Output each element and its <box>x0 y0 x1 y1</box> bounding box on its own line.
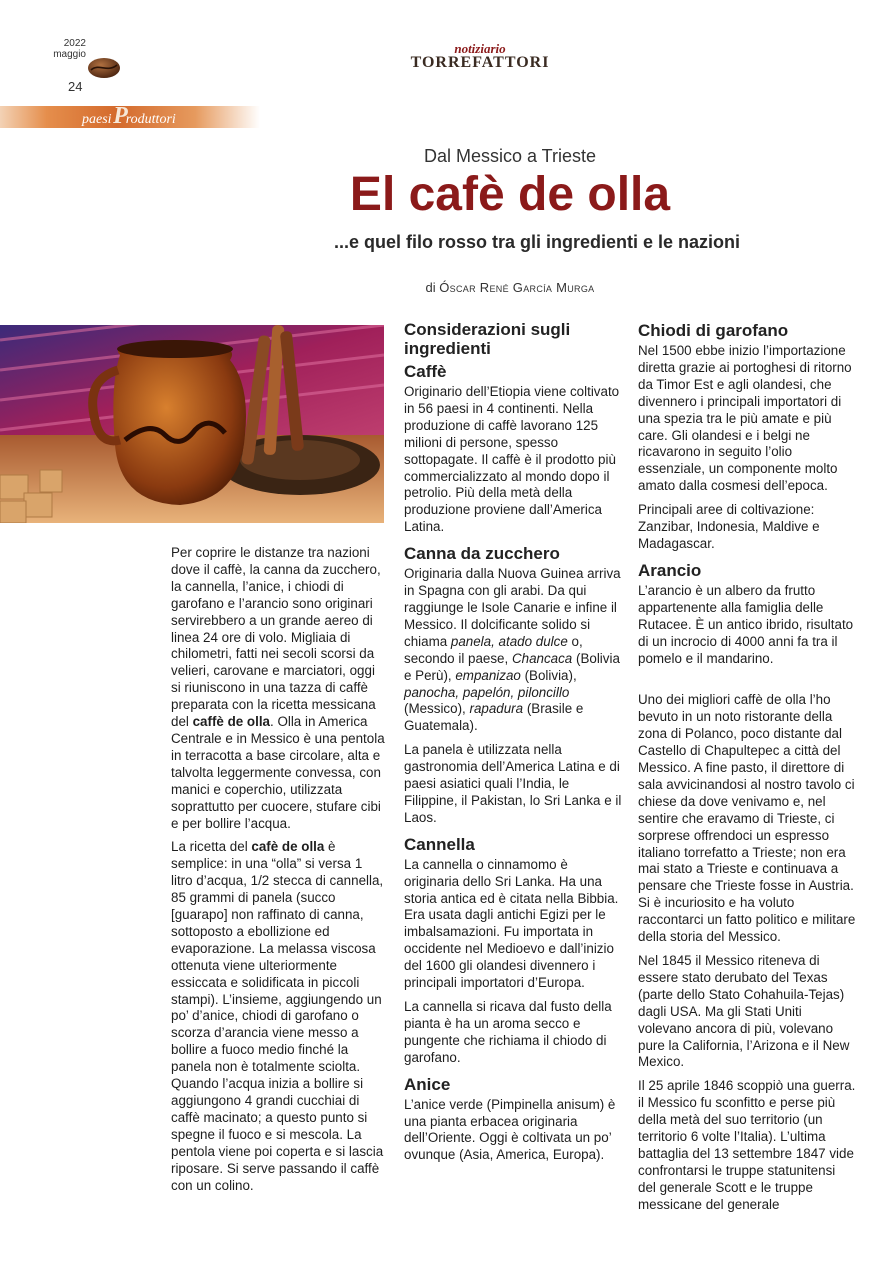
article-title: El cafè de olla <box>349 168 671 221</box>
caffe-heading: Caffè <box>404 362 447 381</box>
canna-text-e: (Messico), <box>404 701 470 717</box>
article-kicker: Dal Messico a Trieste <box>423 146 597 166</box>
chiodi-heading: Chiodi di garofano <box>638 321 789 340</box>
anice-paragraph: L’anice verde (Pimpinella anisum) è una pianta erbacea originaria dell’Oriente. Oggi è coltivata un po’ ovunque (Asia, America, Europa). <box>404 1096 616 1163</box>
intro-paragraph <box>171 545 387 832</box>
story-paragraph-1: Uno dei migliori caffè de olla l’ho bevuto in un noto ristorante della zona di Polanco, poco distante dal Castello di Chapultepec a città del Messico. A fine pasto, il direttore di sala avvicinandosi al nostro tavolo ci chiese da dove venivamo e, nel sentire che eravamo di Trieste, ci sorprese offrendoci un espresso italiano torrefatto a Trieste; non era mai stato a Trieste e continuava a pensare che Trieste fosse in Austria. Si è incuriosito e ha voluto raccontarci un fatto politico e militare della storia del Messico. <box>638 692 856 945</box>
arancio-paragraph: L’arancio è un albero da frutto appartenente alla famiglia delle Rutacee. È un antico ibrido, risultato di un incrocio di 4000 anni fa tra il pomelo e il mandarino. <box>638 582 854 666</box>
anice-heading: Anice <box>404 1074 451 1094</box>
section-label <box>82 104 176 132</box>
arancio-heading: Arancio <box>638 560 702 580</box>
magazine-logo-bottom: TORREFATTORI <box>410 54 550 71</box>
recipe-text-b: è semplice: in una “olla” si versa 1 litro d’acqua, 1/2 stecca di cannella, 85 grammi di panela (succo [guarapo] non raffinato di canna, sottoposto a ebollizione ed evaporazione. La melassa viscosa ottenuta viene ulteriormente essiccata e solidificata in piccoli stampi). L’insieme, aggiungendo un po’ d’anice, chiodi di garofano o scorza d’arancia viene messo a bollire a fuoco medio finché la panela non è totalmente sciolta. Quando l’acqua inizia a bollire si aggiungono 4 grandi cucchiai di caffè macinato; a questo punto si spegne il fuoco e si mescola. La pentola viene poi coperta e si lascia riposare. Si serve passando il caffè con un colino. <box>171 839 384 1193</box>
section-label-b: roduttori <box>125 112 176 127</box>
issue-month: maggio <box>53 49 86 60</box>
section-label-initial: P <box>113 103 128 129</box>
intro-bold: caffè de olla <box>192 714 270 730</box>
cafe-de-olla-photo <box>0 325 384 523</box>
magazine-logo <box>380 42 580 71</box>
article-subtitle: ...e quel filo rosso tra gli ingredienti e le nazioni <box>333 232 741 252</box>
coffee-bean-icon <box>86 55 122 81</box>
page-number: 24 <box>68 79 83 94</box>
recipe-bold: cafè de olla <box>251 839 325 855</box>
byline-author: Óscar René García Murga <box>439 280 595 295</box>
cannella-paragraph-1: La cannella o cinnamomo è originaria dello Sri Lanka. Ha una storia antica ed è citata nella Bibbia. Era usata dagli antichi Egizi per le imbalsamazioni. Fu importata in occidente nel Medioevo e dall’inizio del 1600 gli olandesi divennero i principali importatori d’Europa. <box>404 856 619 991</box>
canna-text-b: o, secondo il paese, <box>404 633 583 666</box>
canna-text-f: (Brasile e Guatemala). <box>404 701 584 734</box>
intro-text-a: Per coprire le distanze tra nazioni dove il caffè, la canna da zucchero, la cannella, l’anice, i chiodi di garofano e l’arancio sono originari servirebbero a un grande aereo di linea 24 ore di volo. Migliaia di chilometri, fatti nei secoli scorsi da velieri, carovane e marciatori, oggi si riuniscono in una tazza di caffè preparata con la ricetta messicana del <box>171 545 381 730</box>
column-1 <box>171 545 387 1201</box>
canna-text-d: (Bolivia), <box>520 667 577 683</box>
canna-italic-2: Chancaca <box>511 650 573 666</box>
spacer <box>638 674 856 692</box>
story-paragraph-3: Il 25 aprile 1846 scoppiò una guerra. il Messico fu sconfitto e perse più della metà del suo territorio (un territorio 6 volte l’Italia). L’ultima battaglia del 13 settembre 1847 vide confrontarsi le truppe statunitensi del generale Scott e le truppe messicane del generale <box>638 1078 856 1212</box>
canna-italic-1: panela, atado dulce <box>450 633 568 649</box>
canna-text-a: Originaria dalla Nuova Guinea arriva in Spagna con gli arabi. Da qui raggiunge le Isole Canarie e infine il Messico. Il dolcificante solido si chiama <box>404 566 621 649</box>
section-label-a: paesi <box>82 112 112 127</box>
caffe-paragraph: Originario dell’Etiopia viene coltivato in 56 paesi in 4 continenti. Nella produzione di caffè lavorano 125 milioni di persone, spesso sottopagate. Il caffè è il prodotto più commercializzato al mondo dopo il petrolio. Più della metà della produzione proviene dall’America Latina. <box>404 384 620 535</box>
byline-prefix: di <box>425 280 436 295</box>
canna-italic-3: empanizao <box>455 667 521 683</box>
magazine-logo-top: notiziario <box>454 41 506 56</box>
column-3 <box>638 320 856 1221</box>
cannella-paragraph-2: La cannella si ricava dal fusto della pianta è ha un aroma secco e pungente che richiama il chiodo di garofano. <box>404 999 612 1065</box>
canna-italic-4: panocha, papelón, piloncillo <box>404 684 570 700</box>
cannella-heading: Cannella <box>404 834 475 854</box>
canna-italic-5: rapadura <box>469 701 524 717</box>
story-paragraph-2: Nel 1845 il Messico riteneva di essere stato derubato del Texas (parte dello Stato Cohahuila-Tejas) dagli USA. Ma gli Stati Uniti volevano ancora di più, volevano pure la California, l’Arizona e il New Mexico. <box>638 953 850 1070</box>
issue-date <box>40 38 86 60</box>
canna-heading: Canna da zucchero <box>404 544 560 564</box>
issue-year: 2022 <box>63 38 86 49</box>
chiodi-paragraph-1: Nel 1500 ebbe inizio l’importazione diretta grazie ai portoghesi di ritorno da Timor Est e agli olandesi, che divennero i principali importatori di una spezia tra le più amate e più care. Gli olandesi e i belgi ne ricavarono in seguito l’olio essenziale, un componente molto amato dalla cosmesi dell’epoca. <box>638 343 852 494</box>
canna-paragraph-1 <box>404 566 622 735</box>
intro-text-b: . Olla in America Centrale e in Messico è una pentola in terracotta a base circolare, alta e talvolta leggermente convessa, con manici e coperchio, utilizzata soprattutto per cuocere, stufare cibi e per bollire l’acqua. <box>171 714 385 831</box>
column-2 <box>404 320 622 1171</box>
article-byline <box>320 280 700 295</box>
recipe-paragraph <box>171 839 387 1194</box>
canna-paragraph-2: La panela è utilizzata nella gastronomia dell’America Latina e di paesi asiatici quali l’India, le Filippine, il Pakistan, lo Sri Lanka e il Laos. <box>404 742 622 825</box>
ingredients-heading: Considerazioni sugli ingredienti <box>404 320 571 358</box>
recipe-text-a: La ricetta del <box>171 839 252 855</box>
canna-text-c: (Bolivia e Perù), <box>404 650 620 683</box>
chiodi-paragraph-2: Principali aree di coltivazione: Zanzibar, Indonesia, Maldive e Madagascar. <box>638 502 820 551</box>
